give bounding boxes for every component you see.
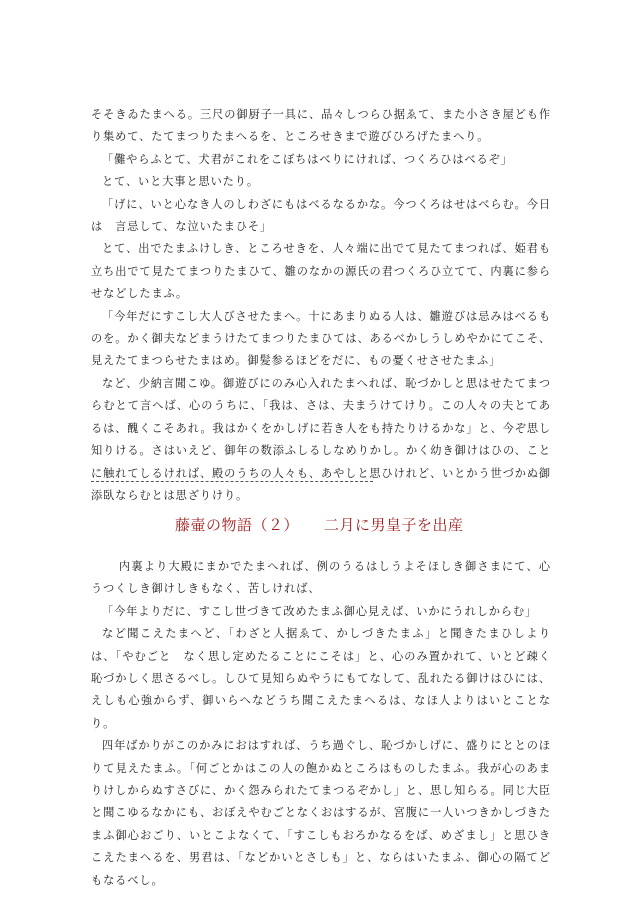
paragraph: 「今年だにすこし大人びさせたまへ。十にあまりぬる人は、雛遊びは忌みはべるものを。かく御夫などまうけたてまつりたまひては、あるべかしうしめやかにてこそ、見えたてまつらせたまはめ。御髪参るほどをだに、もの憂くせさせたまふ」 xyxy=(91,309,551,368)
paragraph: 「今年よりだに、すこし世づきて改めたまふ御心見えば、いかにうれしからむ」 xyxy=(102,604,538,618)
paragraph: 「儺やらふとて、犬君がこれをこぼちはべりにければ、つくろひはべるぞ」 xyxy=(102,152,513,166)
paragraph: など聞こえたまへど、「わざと人据ゑて、かしづきたまふ」と聞きたまひしよりは、「やむごと なく思し定めたることにこそは」と、心のみ置かれて、いとど疎く恥づかしく思さるべし。しひて見知らぬやうにもてなして、乱れたる御けはひには、えしも心強からず、御いらへなどうち聞こえたまへるは、なほ人よりはいとことなり。 xyxy=(91,627,551,730)
paragraph: とて、出でたまふけしき、ところせきを、人々端に出でて見たてまつれば、姫君も立ち出でて見たてまつりたまひて、雛のなかの源氏の君つくろひ立てて、内裏に参らせなどしたまふ。 xyxy=(91,242,551,301)
dashed-divider xyxy=(91,481,373,482)
section-1-body xyxy=(91,104,551,507)
paragraph: 内裏より大殿にまかでたまへれば、例のうるはしうよそほしき御さまにて、心うつくしき御けしきもなく、苦しければ、 xyxy=(91,560,551,596)
section-2-body xyxy=(91,556,551,892)
heading-title: 藤壷の物語（２） xyxy=(175,516,300,534)
paragraph: 四年ばかりがこのかみにおはすれば、うち過ぐし、恥づかしげに、盛りにととのほりて見えたまふ。「何ごとかはこの人の飽かぬところはものしたまふ。我が心のあまりけしからぬすさびに、かく怨みられたてまつるぞかし」と、思し知らる。同じ大臣と聞こゆるなかにも、おぼえやむごとなくおはするが、宮腹に一人いつきかしづきたまふ御心おごり、いとこよなくて、「すこしもおろかなるをば、めざまし」と思ひきこえたまへるを、男君は、「などかいとさしも」と、ならはいたまふ、御心の隔てどもなるべし。 xyxy=(91,739,551,887)
paragraph: そそきゐたまへる。三尺の御厨子一具に、品々しつらひ据ゑて、また小さき屋ども作り集めて、たてまつりたまへるを、ところせきまで遊びひろげたまへり。 xyxy=(91,108,551,144)
paragraph: など、少納言聞こゆ。御遊びにのみ心入れたまへれば、恥づかしと思はせたてまつらむとて言へば、心のうちに、「我は、さは、夫まうけてけり。この人々の夫とてあるは、醜くこそあれ。我はかくをかしげに若き人をも持たりけるかな」と、今ぞ思し知りける。さはいえど、御年の数添ふしるしなめりかし。かく幼き御けはひの、ことに触れてしるければ、殿のうちの人々も、あやしと思ひけれど、いとかう世づかぬ御添臥ならむとは思ざりけり。 xyxy=(91,376,551,502)
heading-subtitle: 二月に男皇子を出産 xyxy=(324,516,464,534)
section-heading xyxy=(91,514,551,536)
paragraph: とて、いと大事と思いたり。 xyxy=(102,175,259,189)
paragraph: 「げに、いと心なき人のしわざにもはべるなるかな。今つくろはせはべらむ。今日は 言忌して、な泣いたまひそ」 xyxy=(91,197,551,234)
